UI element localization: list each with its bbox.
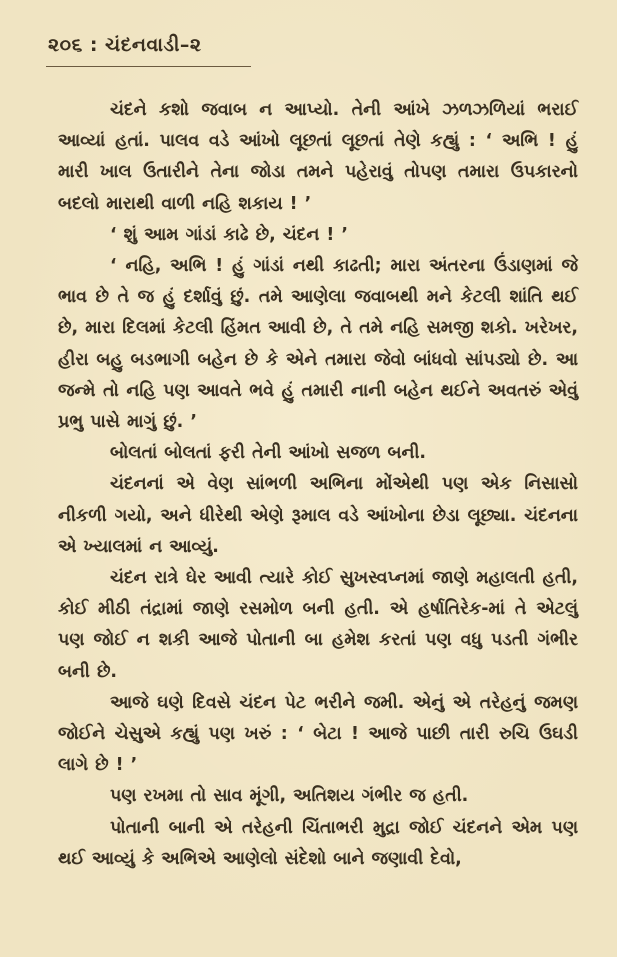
header-rule — [46, 66, 251, 67]
paragraph-6: ચંદન રાત્રે ઘેર આવી ત્યારે કોઈ સુખસ્વપ્નમાં જાણે મહાલતી હતી, કોઈ મીઠી તંદ્રામાં જાણે રસમોળ બની હતી. એ હર્ષાતિરેક-માં તે એટલું પણ જોઈ ન શકી આજે પોતાની બા હમેશ કરતાં પણ વધુ પડતી ગંભીર બની છે. — [58, 568, 578, 682]
running-head: ૨૦૬ : ચંદનવાડી–૨ — [48, 34, 202, 56]
paragraph-9: પોતાની બાની એ તરેહની ચિંતાભરી મુદ્રા જોઈ ચંદનને એમ પણ થઈ આવ્યું કે અભિએ આણેલો સંદેશો બાને જણાવી દેવો, — [58, 817, 578, 869]
paragraph-3: ‘ નહિ, અભિ ! હું ગાંડાં નથી કાઢતી; મારા અંતરના ઉંડાણમાં જે ભાવ છે તે જ હું દર્શાવું છું. તમે આણેલા જવાબથી મને કેટલી શાંતિ થઈ છે, મારા દિલમાં કેટલી હિંમત આવી છે, તે તમે નહિ સમજી શકો. ખરેખર, હીરા બહુ બડભાગી બહેન છે કે એને તમારા જેવો બાંધવો સાંપડ્યો છે. આ જન્મે તો નહિ પણ આવતે ભવે હું તમારી નાની બહેન થઈને અવતરું એવું પ્રભુ પાસે માગું છું. ’ — [58, 256, 578, 433]
body-text — [58, 95, 578, 875]
paragraph-2: ‘ શું આમ ગાંડાં કાઢે છે, ચંદન ! ’ — [110, 224, 348, 245]
paragraph-5: ચંદનનાં એ વેણ સાંભળી અભિના મોંએથી પણ એક નિસાસો નીકળી ગયો, અને ધીરેથી એણે રૂમાલ વડે આંખોના છેડા લૂછ્યા. ચંદનના એ ખ્યાલમાં ન આવ્યું. — [58, 474, 578, 557]
paragraph-1: ચંદને કશો જવાબ ન આપ્યો. તેની આંખે ઝળઝળિયાં ભરાઈ આવ્યાં હતાં. પાલવ વડે આંખો લૂછતાં લૂછતાં તેણે કહ્યું : ‘ અભિ ! હું મારી ખાલ ઉતારીને તેના જોડા તમને પહેરાવું તોપણ તમારા ઉપકારનો બદલો મારાથી વાળી નહિ શકાય ! ’ — [58, 100, 578, 214]
paragraph-7: આજે ઘણે દિવસે ચંદન પેટ ભરીને જમી. એનું એ તરેહનું જમણ જોઈને ચેસુએ કહ્યું પણ ખરું : ‘ બેટા ! આજે પાછી તારી રુચિ ઉઘડી લાગે છે ! ’ — [58, 692, 578, 776]
paragraph-4: બોલતાં બોલતાં ફરી તેની આંખો સજળ બની. — [110, 443, 427, 464]
paragraph-8: પણ રખમા તો સાવ મૂંગી, અતિશય ગંભીર જ હતી. — [110, 786, 469, 807]
